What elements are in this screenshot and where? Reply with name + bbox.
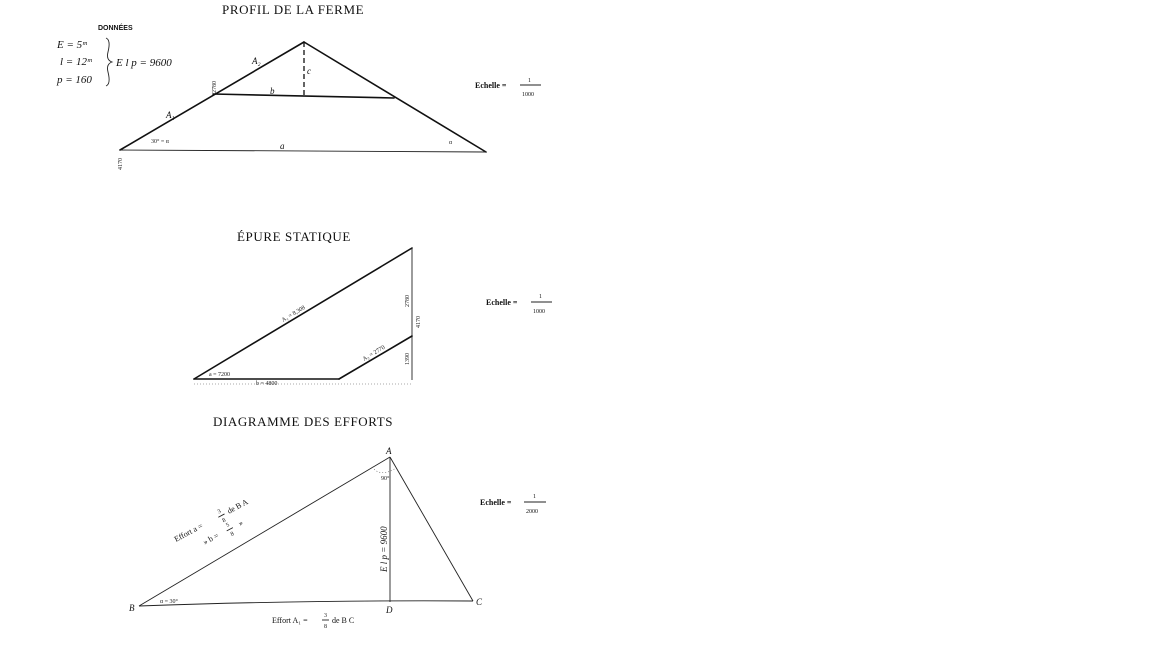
- effort-a-suffix: de B A: [225, 497, 250, 516]
- donnee-p: p = 160: [57, 74, 92, 86]
- profil-alpha-label: α: [449, 140, 453, 146]
- epure-label-a1: A₁ = 8,308: [280, 305, 307, 324]
- epure-section: [194, 229, 552, 387]
- diagramme-scale-den: 2000: [526, 509, 538, 515]
- diagramme-bc-line: [139, 601, 473, 606]
- effort-a-b-block: [172, 495, 260, 562]
- effort-a-label: Effort a =: [172, 521, 205, 544]
- profil-label-a2: A₂: [252, 56, 261, 66]
- point-a: A: [386, 446, 392, 456]
- profil-angle-label: 30° = α: [151, 139, 169, 145]
- donnee-e: E = 5ᵐ: [57, 39, 87, 51]
- diagramme-scale-num: 1: [533, 494, 536, 500]
- effort-a1-label: Effort A₁ =: [272, 616, 308, 625]
- epure-title: ÉPURE STATIQUE: [237, 229, 351, 244]
- effort-a-den: 8: [221, 517, 227, 525]
- diagramme-angle-90: 90°: [381, 476, 390, 482]
- diagramme-title: DIAGRAMME DES EFFORTS: [213, 414, 394, 429]
- point-c: C: [476, 597, 483, 607]
- profil-label-b: b: [270, 86, 275, 96]
- diagramme-angle-b: α = 30°: [160, 599, 178, 605]
- profil-dim-4170: 4170: [118, 158, 124, 170]
- epure-label-a2: A₂ = 2770: [361, 344, 387, 363]
- donnees-brace: [106, 38, 112, 86]
- effort-b-suffix: »: [236, 518, 245, 528]
- profil-label-a: a: [280, 141, 285, 151]
- effort-a1-num: 3: [324, 613, 327, 619]
- effort-a1-block: [272, 613, 354, 630]
- profil-section: [56, 2, 541, 170]
- effort-a1-suffix: de B C: [332, 616, 355, 625]
- profil-label-a1: A₁: [166, 110, 175, 120]
- epure-dim-4170: 4170: [416, 316, 422, 328]
- epure-scale-label: Echelle =: [486, 298, 518, 307]
- point-d: D: [386, 605, 393, 615]
- effort-b-label: » b =: [201, 530, 221, 547]
- effort-b-num: 5: [225, 522, 231, 530]
- epure-dim-1390: 1390: [405, 353, 411, 365]
- epure-scale-num: 1: [539, 294, 542, 300]
- profil-title: PROFIL DE LA FERME: [222, 2, 365, 17]
- effort-b-den: 8: [229, 531, 236, 538]
- profil-label-c: c: [307, 66, 311, 76]
- epure-label-b: b = 4800: [256, 381, 278, 387]
- donnee-l: l = 12ᵐ: [60, 56, 92, 68]
- effort-a1-den: 8: [324, 624, 327, 630]
- profil-scale-label: Echelle =: [475, 81, 507, 90]
- profil-elp: E l p = 9600: [116, 57, 172, 69]
- diagramme-scale: [480, 494, 546, 515]
- donnees-title: DONNÉES: [98, 25, 133, 32]
- epure-scale: [486, 294, 552, 315]
- diagramme-ac-line: [390, 457, 473, 601]
- effort-a-num: 3: [216, 508, 223, 516]
- profil-dim-2780: 2780: [212, 81, 218, 93]
- profil-scale-num: 1: [528, 78, 531, 84]
- diagramme-right-angle-arc: [372, 467, 396, 473]
- profil-scale-den: 1000: [522, 92, 534, 98]
- epure-dim-2780: 2780: [405, 295, 411, 307]
- epure-a2-line: [339, 336, 412, 379]
- point-b: B: [129, 603, 135, 613]
- epure-scale-den: 1000: [533, 309, 545, 315]
- profil-scale: [475, 78, 541, 98]
- diagramme-ba-line: [139, 457, 390, 606]
- diagramme-scale-label: Echelle =: [480, 498, 512, 507]
- diagramme-section: [129, 414, 546, 630]
- profil-base-line: [120, 150, 486, 152]
- diagramme-elp-label: E l p = 9600: [379, 526, 389, 572]
- epure-a1-line: [194, 248, 412, 379]
- epure-label-a: a = 7200: [209, 372, 231, 378]
